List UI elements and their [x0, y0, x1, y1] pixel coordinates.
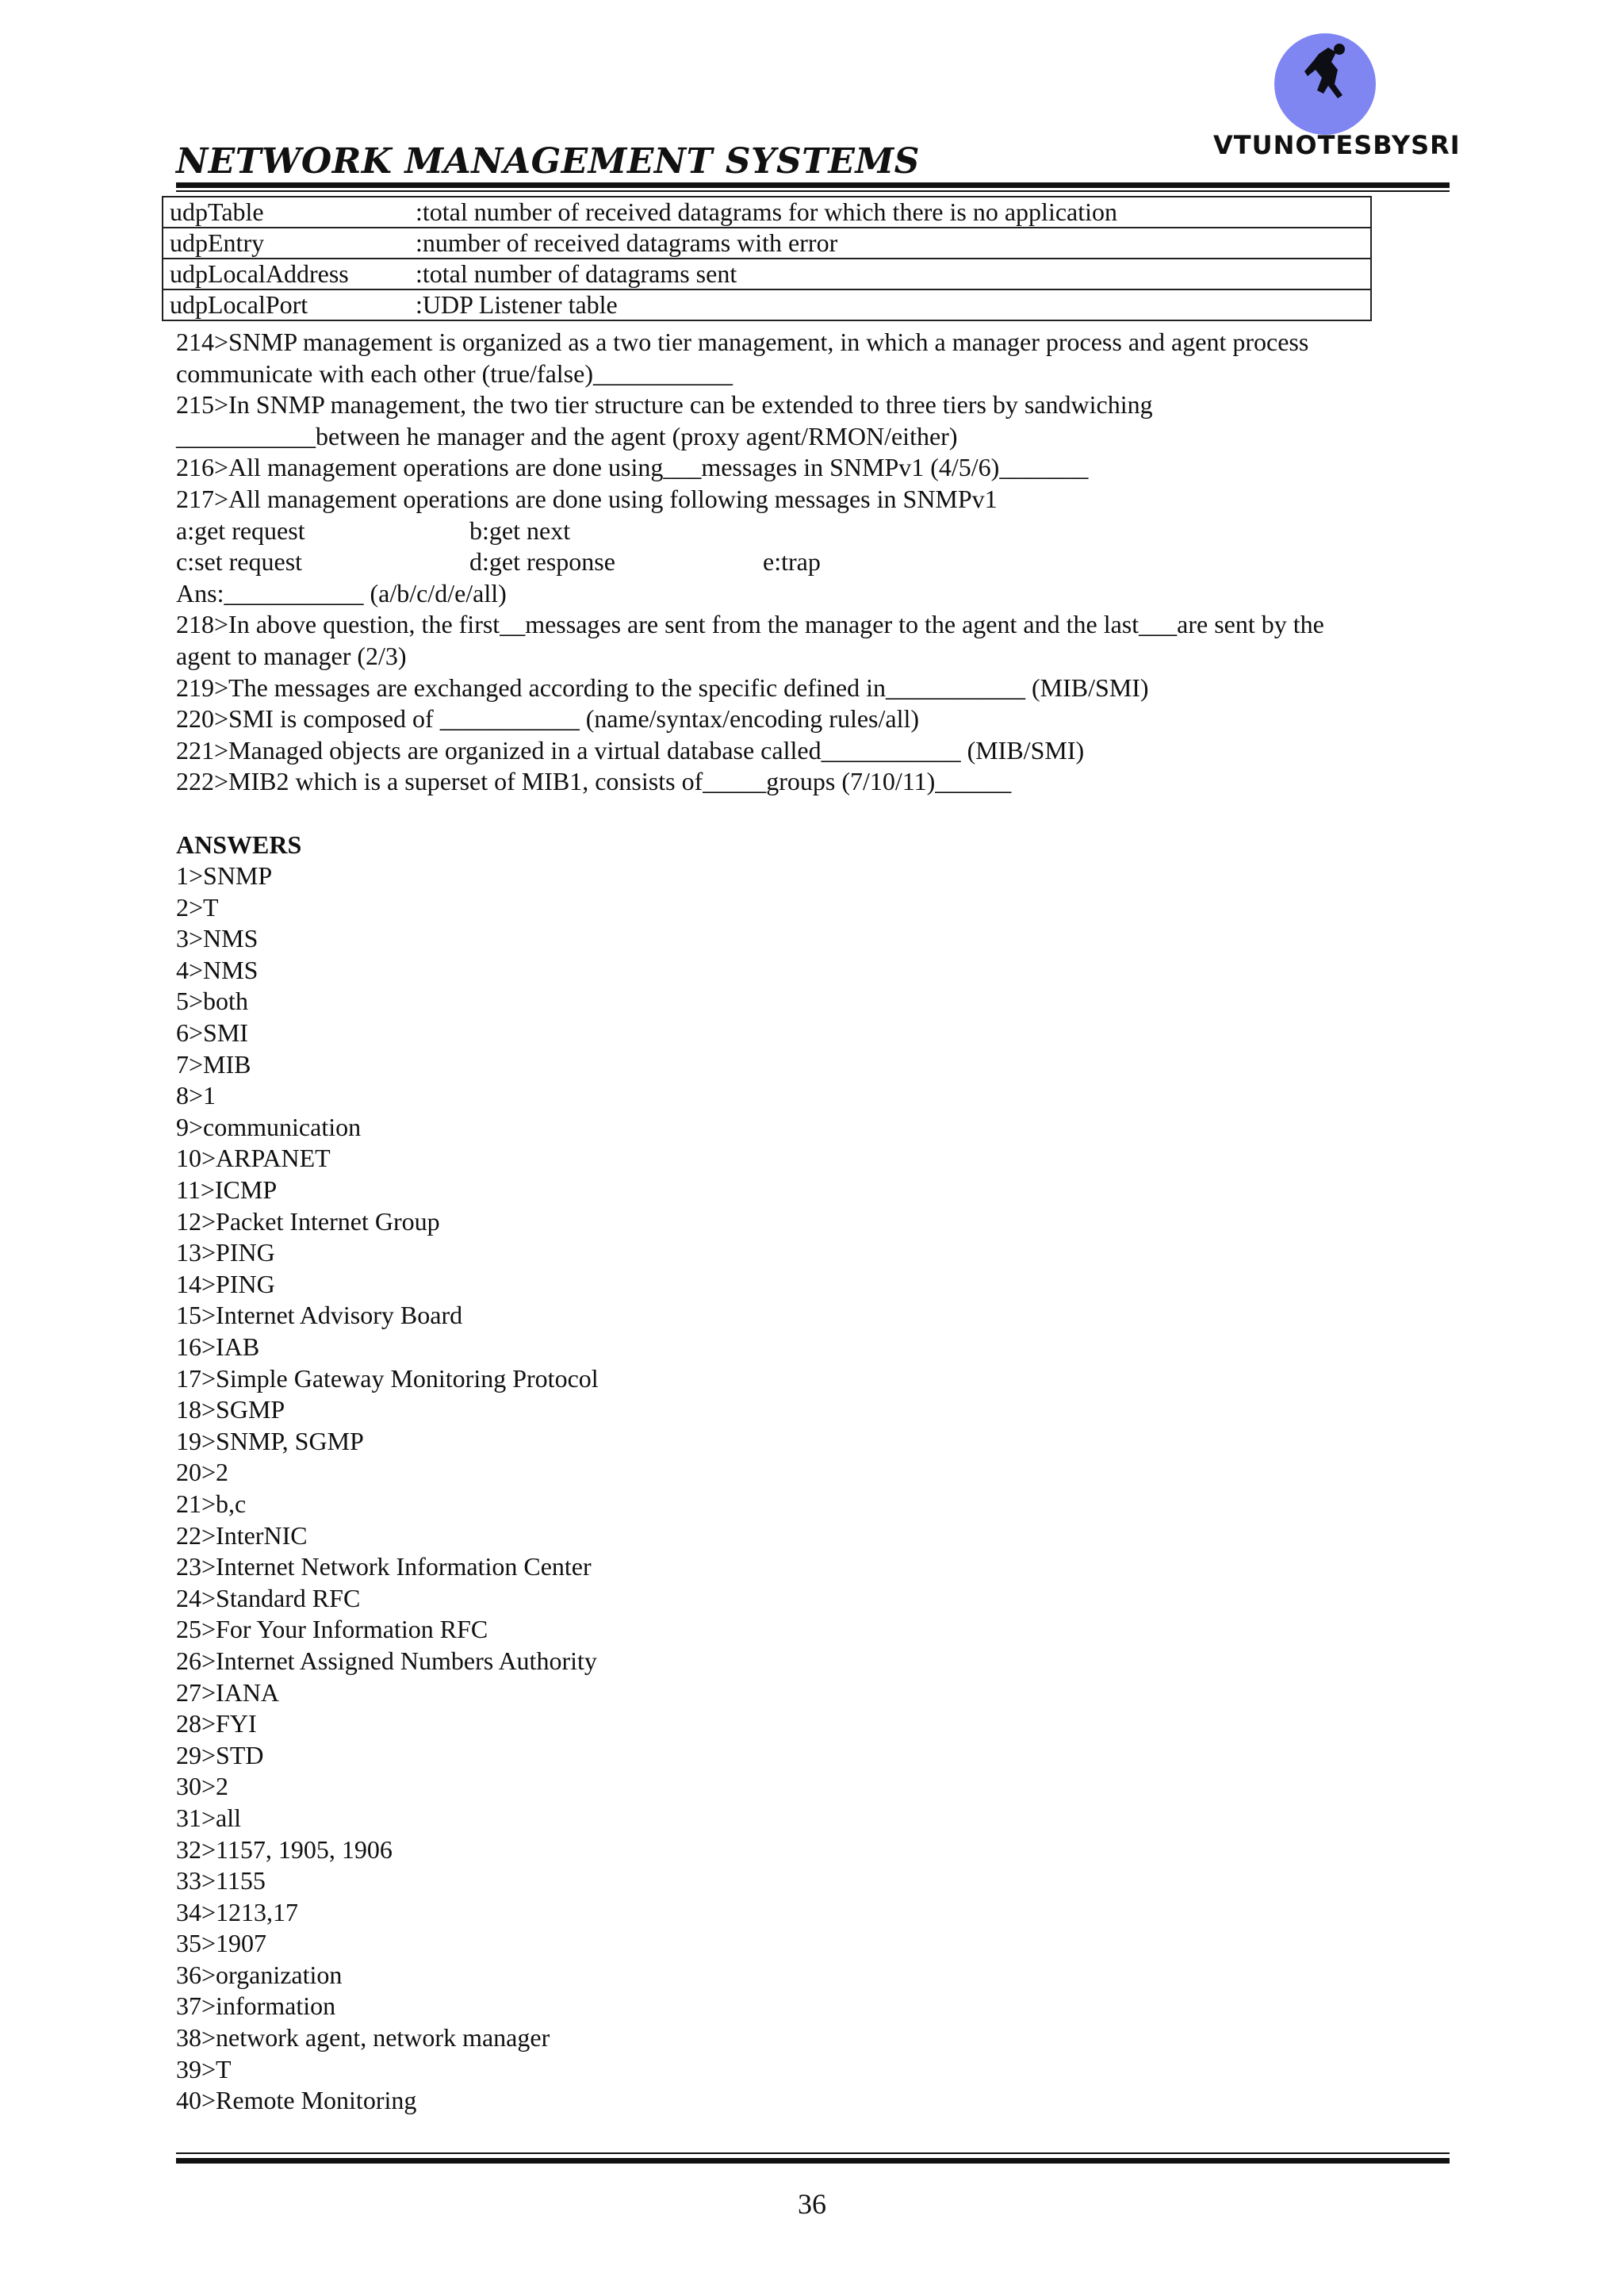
spacer: [176, 798, 1445, 830]
udp-object-desc: :total number of received datagrams for which there is no application: [416, 197, 1118, 226]
list-item: 23>Internet Network Information Center: [176, 1552, 592, 1581]
table-row: [163, 197, 1371, 228]
option-a: a:get request: [176, 516, 305, 545]
list-item: 11>ICMP: [176, 1175, 278, 1205]
udp-table: [162, 196, 1372, 321]
answer-blank-line: Ans:___________ (a/b/c/d/e/all): [176, 578, 507, 608]
question-220: 220>SMI is composed of ___________ (name/syntax/encoding rules/all): [176, 704, 920, 734]
table-row: [163, 289, 1371, 320]
option-c: c:set request: [176, 547, 303, 577]
list-item: 3>NMS: [176, 924, 259, 953]
list-item: 1>SNMP: [176, 861, 273, 891]
list-item: 6>SMI: [176, 1018, 248, 1048]
table-row: [163, 228, 1371, 259]
answers-list: [176, 861, 1445, 2117]
udp-object-desc: :UDP Listener table: [416, 290, 618, 319]
list-item: 19>SNMP, SGMP: [176, 1426, 364, 1455]
list-item: 31>all: [176, 1803, 242, 1832]
question-217: 217>All management operations are done using following messages in SNMPv1: [176, 484, 998, 513]
list-item: 15>Internet Advisory Board: [176, 1301, 463, 1330]
question-214: 214>SNMP management is organized as a two tier management, in which a manager process and agent process: [176, 328, 1309, 356]
question-222: 222>MIB2 which is a superset of MIB1, consists of_____groups (7/10/11)______: [176, 767, 1012, 796]
list-item: 22>InterNIC: [176, 1520, 308, 1550]
page-header-title: NETWORK MANAGEMENT SYSTEMS: [176, 141, 920, 182]
table-row: [163, 259, 1371, 289]
list-item: 10>ARPANET: [176, 1144, 331, 1173]
question-218-cont: agent to manager (2/3): [176, 641, 407, 670]
list-item: 37>information: [176, 1991, 336, 2021]
header-rule-thin: [176, 190, 1450, 192]
list-item: 2>T: [176, 892, 219, 922]
list-item: 17>Simple Gateway Monitoring Protocol: [176, 1363, 599, 1393]
list-item: 14>PING: [176, 1269, 275, 1298]
logo-text: VTUNOTESBYSRI: [1213, 130, 1461, 160]
list-item: 16>IAB: [176, 1332, 260, 1361]
question-216: 216>All management operations are done using___messages in SNMPv1 (4/5/6)_______: [176, 453, 1089, 482]
list-item: 21>b,c: [176, 1489, 247, 1518]
brand-logo: [1213, 32, 1461, 167]
option-e: e:trap: [763, 547, 821, 577]
answers-heading: ANSWERS: [176, 830, 302, 859]
list-item: 35>1907: [176, 1929, 267, 1958]
udp-object-name: udpTable: [170, 197, 264, 226]
list-item: 13>PING: [176, 1238, 275, 1267]
list-item: 25>For Your Information RFC: [176, 1615, 488, 1644]
list-item: 28>FYI: [176, 1709, 257, 1738]
question-215-cont: ___________between he manager and the agent (proxy agent/RMON/either): [176, 421, 958, 450]
options-row-1: [176, 516, 1445, 547]
question-219: 219>The messages are exchanged according to the specific defined in___________ (MIB/SMI): [176, 673, 1149, 702]
list-item: 12>Packet Internet Group: [176, 1206, 440, 1236]
list-item: 24>Standard RFC: [176, 1583, 361, 1612]
udp-object-name: udpEntry: [170, 228, 265, 257]
footer-rule-thin: [176, 2152, 1450, 2154]
option-d: d:get response: [469, 547, 615, 577]
footer-rule: [176, 2158, 1450, 2164]
udp-object-name: udpLocalAddress: [170, 259, 349, 288]
list-item: 27>IANA: [176, 1677, 280, 1707]
list-item: 7>MIB: [176, 1049, 251, 1079]
question-218: 218>In above question, the first__messages are sent from the manager to the agent and the last___are sent by the: [176, 610, 1324, 639]
list-item: 8>1: [176, 1081, 216, 1110]
list-item: 36>organization: [176, 1960, 343, 1989]
list-item: 40>Remote Monitoring: [176, 2086, 417, 2115]
question-215: 215>In SNMP management, the two tier structure can be extended to three tiers by sandwiching: [176, 390, 1153, 420]
question-214-cont: communicate with each other (true/false)___________: [176, 358, 733, 388]
list-item: 34>1213,17: [176, 1897, 299, 1926]
list-item: 39>T: [176, 2054, 232, 2083]
page-content: [176, 327, 1445, 2117]
list-item: 18>SGMP: [176, 1395, 285, 1424]
list-item: 5>both: [176, 987, 248, 1016]
header-rule: [176, 182, 1450, 188]
list-item: 26>Internet Assigned Numbers Authority: [176, 1646, 597, 1675]
list-item: 29>STD: [176, 1740, 264, 1769]
list-item: 4>NMS: [176, 955, 259, 984]
question-221: 221>Managed objects are organized in a virtual database called___________ (MIB/SMI): [176, 735, 1085, 765]
list-item: 30>2: [176, 1772, 229, 1801]
udp-object-desc: :number of received datagrams with error: [416, 228, 838, 257]
udp-object-name: udpLocalPort: [170, 290, 308, 319]
options-row-2: [176, 546, 1445, 578]
list-item: 9>communication: [176, 1112, 362, 1141]
list-item: 20>2: [176, 1458, 229, 1487]
climber-icon: [1273, 32, 1377, 136]
list-item: 38>network agent, network manager: [176, 2023, 550, 2053]
udp-object-desc: :total number of datagrams sent: [416, 259, 737, 288]
list-item: 32>1157, 1905, 1906: [176, 1834, 393, 1864]
list-item: 33>1155: [176, 1866, 266, 1895]
page-number: 36: [798, 2188, 826, 2220]
option-b: b:get next: [469, 516, 571, 545]
